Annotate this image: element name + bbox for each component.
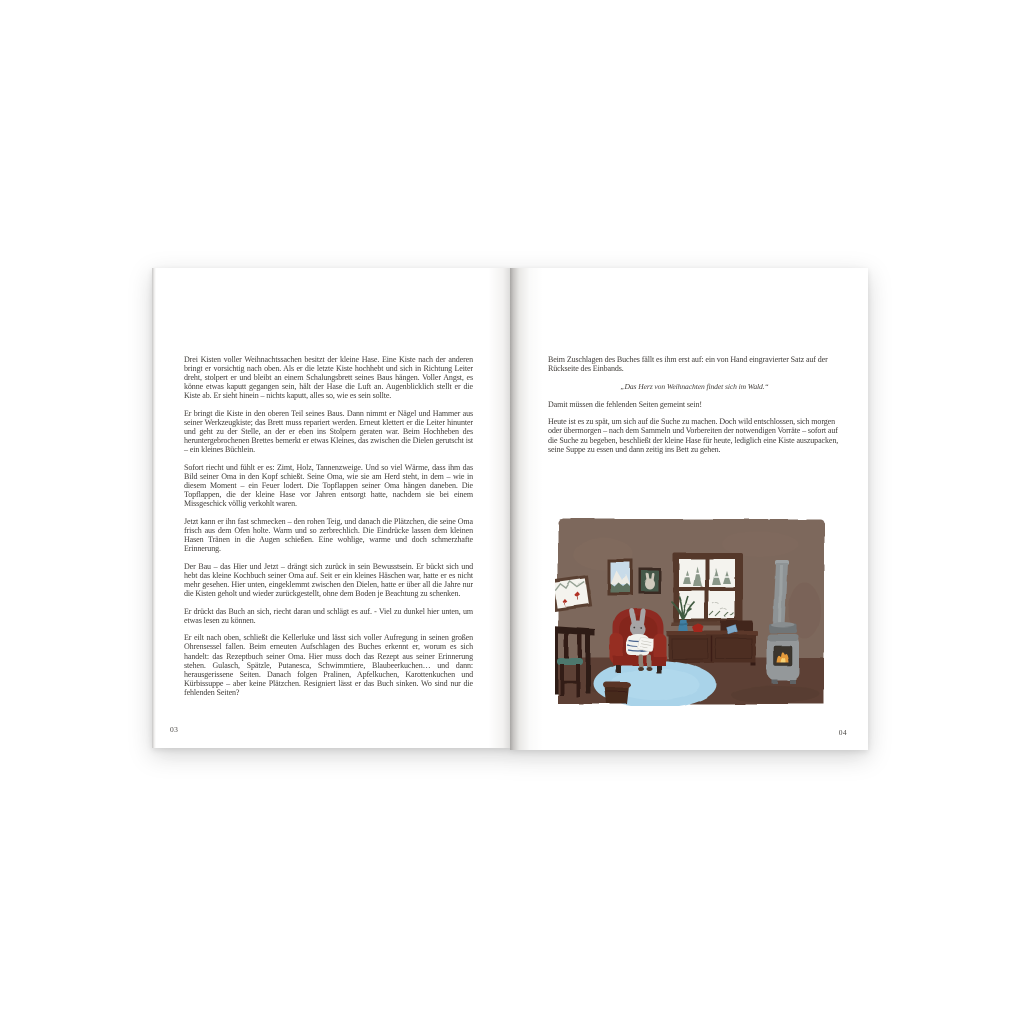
story-text-right [510,268,868,454]
wall-picture-hare [639,568,661,594]
story-paragraph: Damit müssen die fehlenden Seiten gemeint sein! [548,399,702,409]
held-book [637,636,654,651]
book-page-right [510,268,868,750]
story-paragraph: Jetzt kann er ihn fast schmecken – den rohen Teig, und danach die Plätzchen, die seine Oma frisch aus dem Ofen holte. Warm und so zerbrechlich. Die Eindrücke lassen dem kleinen Hasen Tränen in die Augen schießen. Eine wohlige, warme und doch schmerzhafte Erinnerung. [184,516,473,554]
basket [604,682,631,704]
story-paragraph: Heute ist es zu spät, um sich auf die Suche zu machen. Doch wild entschlossen, sich morgen oder übermorgen – nach dem Sammeln und Vorbereiten der notwendigen Vorräte – sofort auf die Suche zu begeben, beschließt der kleine Hase für heute, lediglich eine Kiste auszupacken, seine Suppe zu essen und dann zeitig ins Bett zu gehen. [548,417,839,454]
wall-picture-mountain [607,559,633,595]
floor-texture [730,685,820,703]
wall-picture-birds [555,575,592,611]
open-book [152,268,868,750]
illustration-living-room [555,516,827,706]
story-paragraph: Er eilt nach oben, schließt die Kellerluke und lässt sich voller Aufregung in seinen großen Ohrensessel fallen. Beim erneuten Aufschlagen des Buches erkennt er, worum es sich handelt: das Rezeptbuch seiner Oma. Hier muss doch das Rezept aus seiner Erinnerung stehen. Gulasch, Spätzle, Putanesca, Schwimmtiere, Blaubeerkuchen… und dann: herausgerissene Seiten. Danach folgen Pralinen, Apfelkuchen, Karottenkuchen und Kürbissuppe – aber keine Plätzchen. Resigniert lässt er das Buch sinken. Wo sind nur die fehlenden Seiten? [184,633,473,697]
page-number-right: 04 [838,728,847,737]
story-paragraph: Beim Zuschlagen des Buches fällt es ihm erst auf: ein von Hand eingravierter Satz auf der Rückseite des Einbands. [548,355,828,374]
story-paragraph: Sofort riecht und fühlt er es: Zimt, Holz, Tannenzweige. Und so viel Wärme, dass ihm das Bild seiner Oma in den Kopf schießt. Seine Oma, wie sie am Herd steht, in dem – wie in diesem Moment – ein Feuer lodert. Die Topflappen seiner Oma hängen daneben. Die Topflappen, die der kleine Hase vor Jahren entsorgt hatte, nachdem sie bei einem Missgeschick völlig verkohlt waren. [184,462,473,509]
story-paragraph: Er drückt das Buch an sich, riecht daran und schlägt es auf. - Viel zu dunkel hier unten, um etwas lesen zu können. [184,606,473,625]
chair-seat [557,658,583,665]
engraved-quote: „Das Herz von Weihnachten findet sich im Wald.“ [620,381,769,391]
armchair-leg [656,665,661,673]
story-text-left [152,268,510,697]
story-paragraph: Drei Kisten voller Weihnachtssachen besitzt der kleine Hase. Eine Kiste nach der anderen bringt er vorsichtig nach oben. Als er die letzte Kiste hochhebt und sich in Richtung Leiter dreht, stolpert er und bleibt an einem Schalungsbrett seines Baus hängen. Voller Angst, es könne etwas kaputt gegangen sein, hält der Hase die Luft an. Augenblicklich stellt er die Kiste ab. Er sieht hinein – nichts kaputt, alles so, wie es sein sollte. [184,355,473,401]
page-number-left: 03 [170,725,179,734]
story-paragraph: Er bringt die Kiste in den oberen Teil seines Baus. Dann nimmt er Nägel und Hammer aus seiner Werkzeugkiste; das Brett muss repariert werden. Erneut klettert er die Leiter hinunter und geht zu der Stelle, an der er eben ins Stolpern geraten war. Beim Hochheben des heruntergebrochenen Brettes bemerkt er etwas Kleines, das zwischen die Dielen gerutscht ist – ein kleines Büchlein. [184,408,473,455]
armchair-leg [616,665,621,673]
armchair-with-rabbit [610,608,666,673]
rabbit-leg [638,654,643,667]
rabbit-foot [637,666,643,670]
rabbit-foot [646,666,652,670]
rabbit-leg [646,654,651,667]
story-paragraph: Der Bau – das Hier und Jetzt – drängt sich zurück in sein Bewusstsein. Er bückt sich und hebt das kleine Kochbuch seiner Oma auf. Seit er ein kleines Häschen war, hatte er es nicht mehr gesehen. Hier unten, eingeklemmt zwischen den Dielen, hatte er über all die Jahre nur die Kisten geholt und wieder zurückgestellt, ohne dem Boden je Beachtung zu schenken. [184,561,473,599]
book-page-left [152,268,510,748]
